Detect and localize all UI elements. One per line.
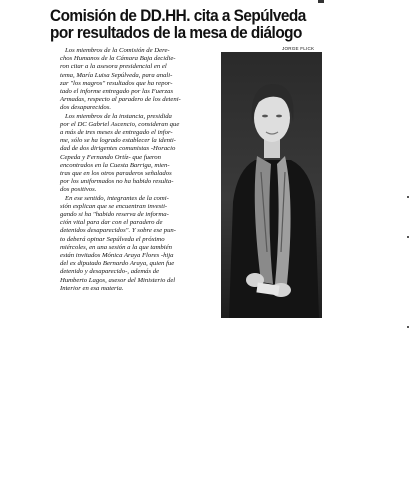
- article-line: En ese sentido, integrantes de la comi-: [65, 194, 169, 202]
- article-line: gando si ha "habido reserva de informa-: [60, 211, 169, 219]
- scan-speck: [407, 236, 409, 238]
- article-line: dos desaparecidos.: [60, 104, 112, 112]
- portrait-photo: [221, 52, 322, 318]
- article-line: detenidos desaparecidos". Y sobre ese pun-: [60, 227, 176, 235]
- article-line: encontrados en la Cuesta Barriga, mien-: [60, 161, 170, 169]
- photo-credit: JORGE FLICK: [282, 46, 315, 51]
- article-headline: [50, 8, 329, 42]
- article-paragraph: [60, 47, 221, 113]
- article-body: [60, 47, 221, 293]
- article-line: dad de dos dirigentes comunistas -Horacio: [60, 145, 176, 153]
- article-line: chos Humanos de la Cámara Baja decidie-: [60, 55, 176, 63]
- article-line: tras que en los otros paraderos señalados: [60, 170, 172, 178]
- article-line: Cepeda y Fernando Ortíz- que fueron: [60, 153, 161, 161]
- article-paragraph: [60, 195, 221, 293]
- article-line: to deberá opinar Sepúlveda el próximo: [60, 235, 165, 243]
- article-line: ron citar a la asesora presidencial en el: [60, 63, 167, 71]
- article-line: dos positivos.: [60, 186, 97, 194]
- article-line: Interior en esa materia.: [60, 284, 124, 292]
- scan-speck: [407, 326, 409, 328]
- article-line: zar "los magros" resultados que ha repor-: [60, 79, 173, 87]
- article-line: sión explican que se encuentran investi-: [60, 202, 168, 210]
- portrait-illustration: [221, 52, 322, 318]
- article-line: Los miembros de la Comisión de Dere-: [65, 47, 170, 54]
- scan-speck: [407, 196, 409, 198]
- article-line: detenido y desaparecido-, además de: [60, 268, 160, 276]
- article-line: por los uniformados no ha habido resulta-: [60, 178, 174, 186]
- article-line: del ex diputado Bernardo Araya, quien fue: [60, 260, 175, 268]
- article-line: por el DC Gabriel Ascencio, consideran que: [60, 120, 180, 128]
- article-line: Armadas, respecto al paradero de los deteni-: [60, 96, 181, 104]
- article-line: tema, María Luisa Sepúlveda, para anali-: [60, 71, 173, 79]
- article-line: ción vital para dar con el paradero de: [60, 219, 163, 227]
- article-line: Los miembros de la instancia, presidida: [65, 112, 172, 120]
- article-line: miércoles, en una sesión a la que también: [60, 243, 172, 251]
- headline-line-2: por resultados de la mesa de diálogo: [50, 24, 302, 42]
- scan-mark: [318, 0, 324, 3]
- headline-line-1: Comisión de DD.HH. cita a Sepúlveda: [50, 7, 306, 25]
- article-line: a más de tres meses de entregado el infor-: [60, 129, 173, 137]
- article-line: tado el informe entregado por las Fuerzas: [60, 88, 174, 96]
- article-line: me, sólo se ha logrado establecer la identi-: [60, 137, 176, 145]
- article-paragraph: [60, 113, 221, 195]
- article-line: están invitados Mónica Araya Flores -hija: [60, 252, 174, 260]
- article-line: Humberto Lagos, asesor del Ministerio del: [60, 276, 176, 284]
